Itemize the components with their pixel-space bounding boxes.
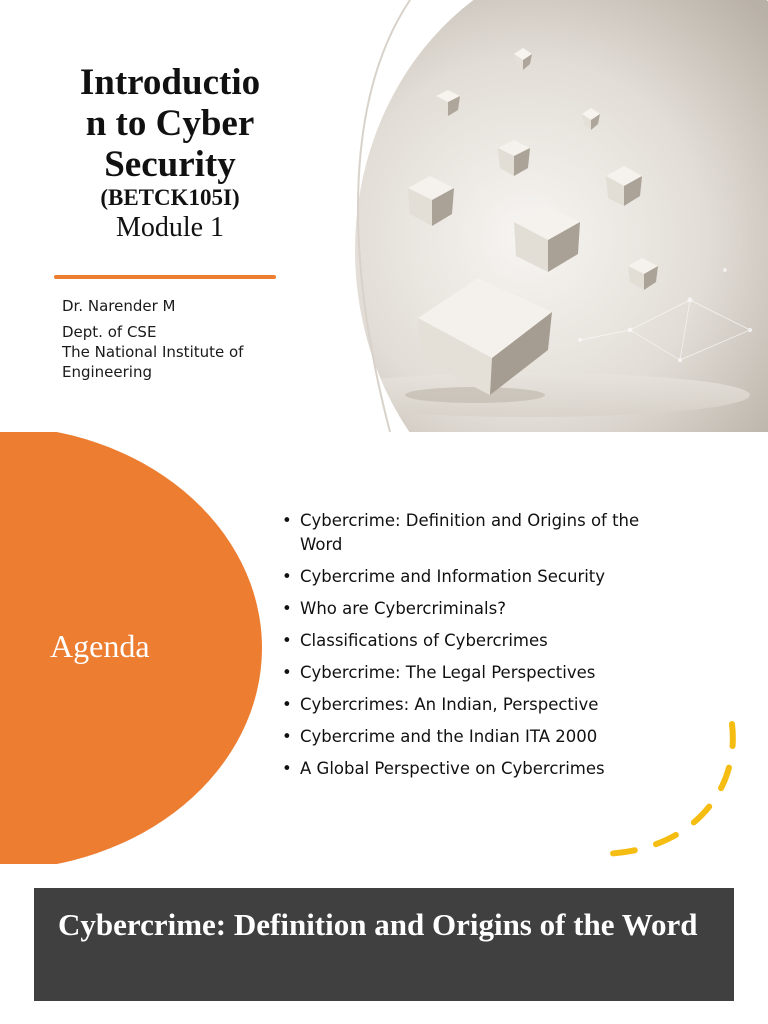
department: Dept. of CSE xyxy=(62,323,157,341)
section-heading-box xyxy=(34,888,734,1001)
slide-title xyxy=(50,62,290,185)
slide-title-line-2: n to Cyber xyxy=(85,103,255,144)
section-slide xyxy=(0,864,768,1024)
agenda-item-text: Cybercrime and Information Security xyxy=(300,567,606,586)
agenda-item xyxy=(282,509,712,557)
course-code: (BETCK105I) xyxy=(100,185,240,210)
agenda-item-text: Classifications of Cybercrimes xyxy=(300,631,548,650)
agenda-title: Agenda xyxy=(50,628,150,664)
institute-line-2: Engineering xyxy=(62,363,152,381)
dashed-arc-decoration xyxy=(590,712,750,862)
agenda-item-text-cont: Word xyxy=(300,535,343,554)
bullet-icon: • xyxy=(282,511,292,530)
agenda-item-text: Cybercrime: The Legal Perspectives xyxy=(300,663,596,682)
agenda-slide xyxy=(0,432,768,864)
slide-title-line-3: Security xyxy=(104,144,236,185)
accent-divider xyxy=(54,275,276,279)
slide-title-line-1: Introductio xyxy=(79,62,261,103)
title-block xyxy=(50,62,290,245)
bullet-icon: • xyxy=(282,663,292,682)
section-heading: Cybercrime: Definition and Origins of the Word xyxy=(58,907,698,942)
module-label: Module 1 xyxy=(115,212,225,243)
agenda-item xyxy=(282,629,712,653)
bullet-icon: • xyxy=(282,631,292,650)
agenda-item-text: Cybercrime and the Indian ITA 2000 xyxy=(300,727,598,746)
agenda-item-text: Cybercrime: Definition and Origins of the xyxy=(300,511,640,530)
agenda-item-text: A Global Perspective on Cybercrimes xyxy=(300,759,605,778)
author-name: Dr. Narender M xyxy=(62,297,176,315)
bullet-icon: • xyxy=(282,567,292,586)
bullet-icon: • xyxy=(282,727,292,746)
agenda-item-text: Cybercrimes: An Indian, Perspective xyxy=(300,695,599,714)
agenda-item-text: Who are Cybercriminals? xyxy=(300,599,506,618)
institute-line-1: The National Institute of xyxy=(62,343,244,361)
floating-cubes-image xyxy=(330,0,768,432)
agenda-item xyxy=(282,661,712,685)
author-block xyxy=(62,296,322,382)
agenda-item xyxy=(282,565,712,589)
bullet-icon: • xyxy=(282,759,292,778)
title-slide xyxy=(0,0,768,432)
bullet-icon: • xyxy=(282,599,292,618)
bullet-icon: • xyxy=(282,695,292,714)
agenda-item xyxy=(282,597,712,621)
